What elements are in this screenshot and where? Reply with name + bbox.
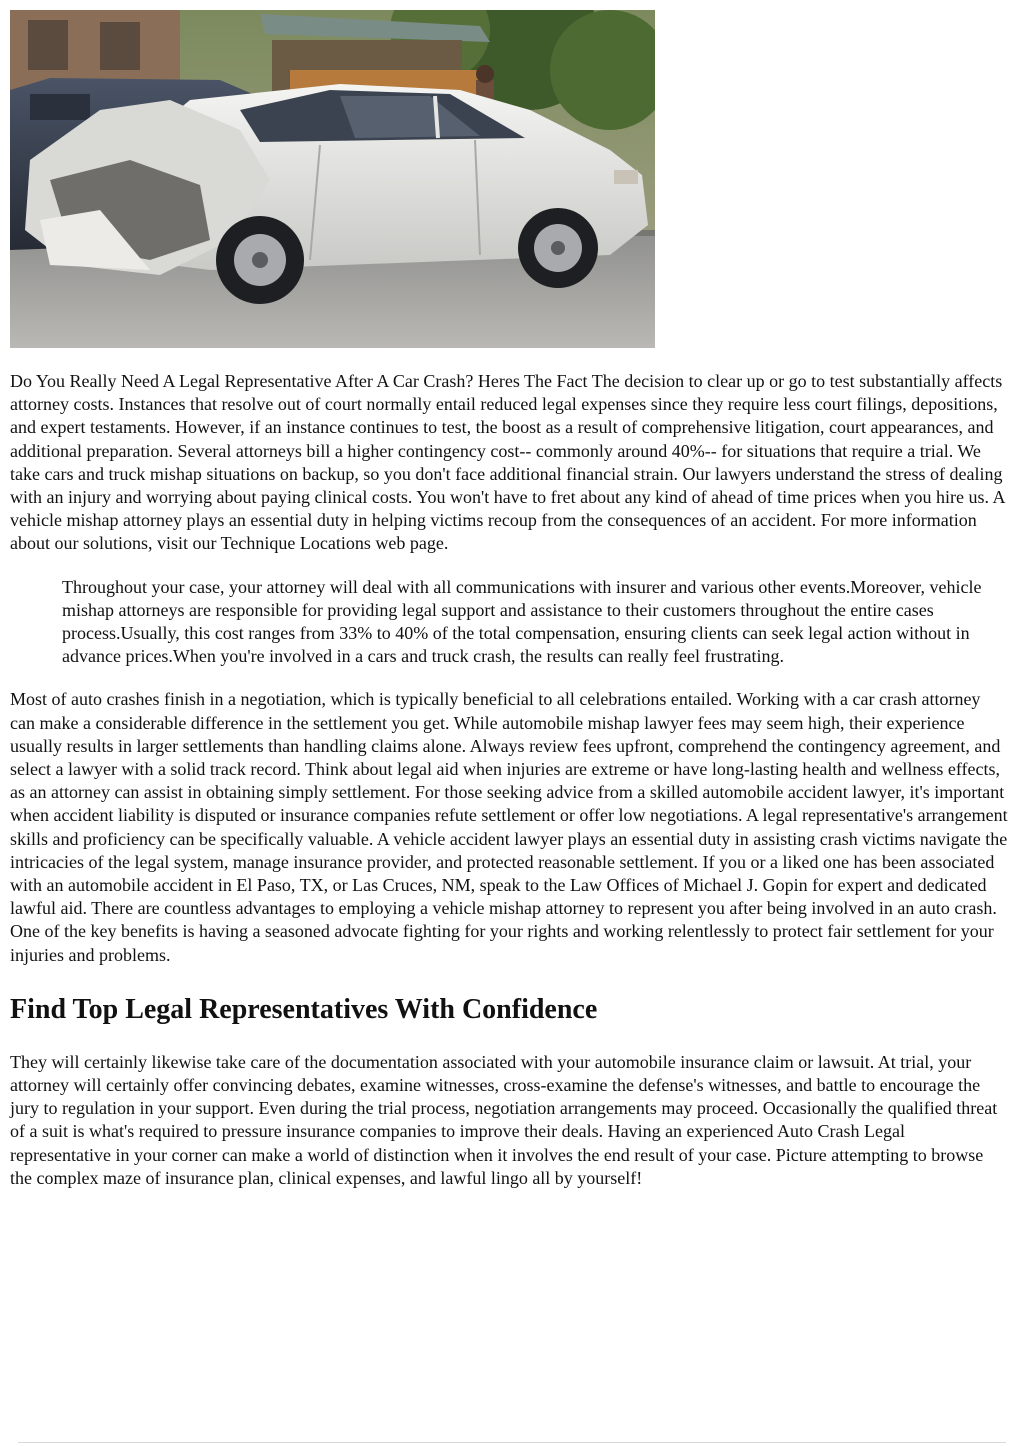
closing-paragraph: They will certainly likewise take care of the documentation associated with your automobile insurance claim or lawsuit. At trial, your attorney will certainly offer convincing debates, examine witnesses, cross-examine the defense's witnesses, and battle to encourage the jury to regulation in your support. Even during the trial process, negotiation arrangements may proceed. Occasionally the qualified threat of a suit is what's required to pressure insurance companies to improve their deals. Having an experienced Auto Crash Legal representative in your corner can make a world of distinction when it involves the end result of your case. Picture attempting to browse the complex maze of insurance plan, clinical expenses, and lawful lingo all by yourself! xyxy=(10,1051,998,1188)
car-crash-photo-icon xyxy=(10,10,655,348)
body-paragraph: Most of auto crashes finish in a negotiation, which is typically beneficial to all celebrations entailed. Working with a car crash attorney can make a considerable difference in the settlement you get. While automobile mishap lawyer fees may seem high, their experience usually results in larger settlements than handling claims alone. Always review fees upfront, comprehend the contingency agreement, and select a lawyer with a solid track record. Think about legal aid when injuries are extreme or have long-lasting health and wellness effects, as an attorney can assist in obtaining simply settlement. For those seeking advice from a skilled automobile accident lawyer, it's important when accident liability is disputed or insurance companies refute settlement or offer low negotiations. A legal representative's arrangement skills and proficiency can be specifically valuable. A vehicle accident lawyer plays an essential duty in assisting crash victims navigate the intricacies of the legal system, manage insurance provider, and protected reasonable settlement. If you or a liked one has been associated with an automobile accident in El Paso, TX, or Las Cruces, NM, speak to the Law Offices of Michael J. Gopin for expert and dedicated lawful aid. There are countless advantages to employing a vehicle mishap attorney to represent you after being involved in an auto crash. One of the key benefits is having a seasoned advocate fighting for your rights and working relentlessly to protect fair settlement for your injuries and problems. xyxy=(10,689,1008,965)
hero-image xyxy=(10,10,655,348)
footer-divider xyxy=(18,1442,1006,1443)
intro-paragraph: Do You Really Need A Legal Representative After A Car Crash? Heres The Fact The decision to clear up or go to test substantially affects attorney costs. Instances that resolve out of court normally entail reduced legal expenses since they require less court filings, depositions, and expert testaments. However, if an instance continues to test, the boost as a result of comprehensive litigation, court appearances, and additional preparation. Several attorneys bill a higher contingency cost-- commonly around 40%-- for situations that require a trial. We take cars and truck mishap situations on backup, so you don't face additional financial strain. Our lawyers understand the stress of dealing with an injury and worrying about paying clinical costs. You won't have to fret about any kind of ahead of time prices when you hire us. A vehicle mishap attorney plays an essential duty in helping victims recoup from the consequences of an accident. For more information about our solutions, visit our Technique Locations web page. xyxy=(10,371,1005,554)
article xyxy=(10,10,1008,1190)
quote-paragraph: Throughout your case, your attorney will deal with all communications with insurer and various other events.Moreover, vehicle mishap attorneys are responsible for providing legal support and assistance to their customers throughout the entire cases process.Usually, this cost ranges from 33% to 40% of the total compensation, ensuring clients can seek legal action without in advance prices.When you're involved in a cars and truck crash, the results can really feel frustrating. xyxy=(62,576,982,667)
section-heading: Find Top Legal Representatives With Confidence xyxy=(10,993,598,1025)
blockquote xyxy=(62,576,1008,669)
